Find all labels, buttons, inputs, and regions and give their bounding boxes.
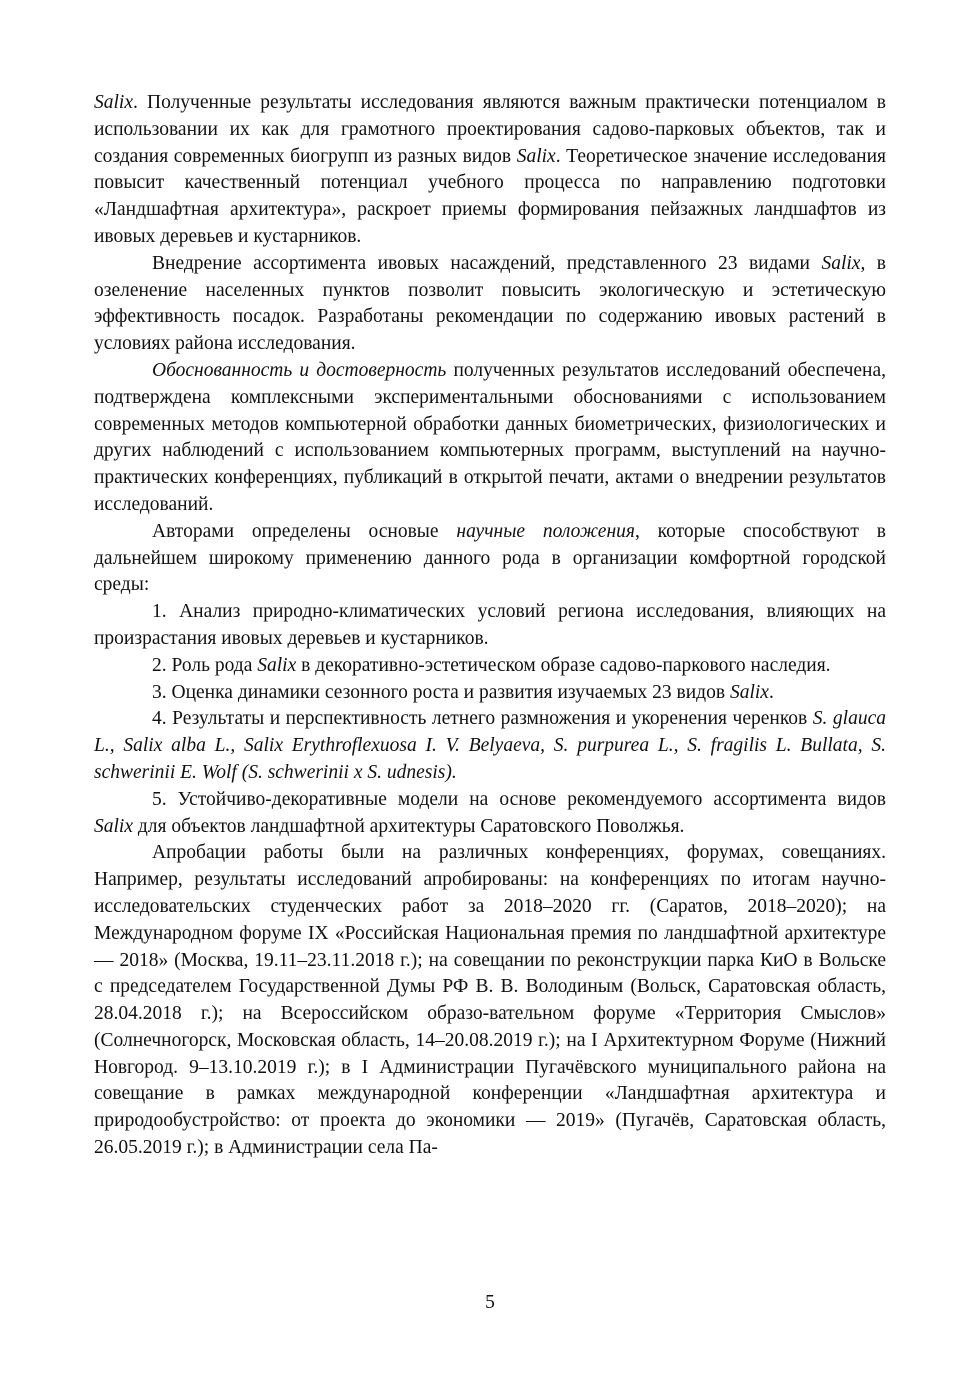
text-run: Salix	[516, 145, 556, 167]
text-run: Авторами определены основые	[152, 520, 457, 542]
page-body	[94, 90, 886, 1162]
list-item-3	[94, 680, 886, 707]
text-run: Salix	[821, 252, 861, 274]
text-run: 1. Анализ природно-климатических условий региона исследования, влияющих на произрастания ивовых деревьев и кустарников.	[94, 601, 886, 649]
list-item-1	[94, 599, 886, 653]
text-run: Salix	[94, 92, 133, 113]
text-run: Внедрение ассортимента ивовых насаждений, представленного 23 видами	[152, 252, 822, 274]
text-run: научные положения	[456, 520, 635, 542]
text-run: . Полученные результаты исследования являются важным практически потенциалом в использовании их как для грамотного проектирования садово-парковых объектов, так и создания современных биогрупп из разных видов	[94, 92, 886, 167]
paragraph-3	[94, 358, 886, 519]
text-run: Salix	[257, 654, 297, 676]
text-run: . Теоретическое значение исследования повысит качественный потенциал учебного процесса по направлению подготовки «Ландшафтная архитектура», раскроет приемы формирования пейзажных ландшафтов из ивовых деревьев и кустарников.	[94, 145, 886, 247]
text-run: для объектов ландшафтной архитектуры Саратовского Поволжья.	[133, 815, 685, 837]
page-number: 5	[485, 1292, 495, 1313]
text-run: 2. Роль рода	[152, 654, 258, 676]
text-run: Апробации работы были на различных конференциях, форумах, совещаниях. Например, результаты исследований апробированы: на конференциях по итогам научно-исследовательских студенческих работ за 2018–2020 гг. (Саратов, 2018–2020); на Международном форуме IX «Российская Национальная премия по ландшафтной архитектуре — 2018» (Москва, 19.11–23.11.2018 г.); на совещании по реконструкции парка КиО в Вольске с председателем Государственной Думы РФ В. В. Володиным (Вольск, Саратовская область, 28.04.2018 г.); на Всероссийском образо-вательном форуме «Территория Смыслов» (Солнечногорск, Московская область, 14–20.08.2019 г.); на I Архитектурном Форуме (Нижний Новгород. 9–13.10.2019 г.); в I Администрации Пугачёвского муниципального района на совещание в рамках международной конференции «Ландшафтная архитектура и природообустройство: от проекта до экономики — 2019» (Пугачёв, Саратовская область, 26.05.2019 г.); в Администрации села Па-	[94, 842, 886, 1159]
text-run: Salix	[729, 681, 769, 703]
list-item-2	[94, 653, 886, 680]
list-item-4	[94, 706, 886, 786]
text-run: S. glauca L., Salix alba L., Salix Erythroflexuosa I. V. Belyaeva, S. purpurea L., S. fragilis L. Bullata, S. schwerinii E. Wolf (S. schwerinii x S. udnesis).	[94, 708, 886, 783]
paragraph-1	[94, 90, 886, 251]
text-run: .	[768, 681, 774, 703]
text-run: 4. Результаты и перспективность летнего размножения и укоренения черенков	[152, 708, 813, 730]
text-run: 5. Устойчиво-декоративные модели на основе рекомендуемого ассортимента видов	[152, 788, 886, 810]
text-run: полученных результатов исследований обеспечена, подтверждена комплексными экспериментальными обоснованиями с использованием современных методов компьютерной обработки данных биометрических, физиологических и других наблюдений с использованием компьютерных программ, выступлений на научно-практических конференциях, публикаций в открытой печати, актами о внедрении результатов исследований.	[94, 359, 886, 515]
list-item-5	[94, 787, 886, 841]
text-run: 3. Оценка динамики сезонного роста и развития изучаемых 23 видов	[152, 681, 730, 703]
text-run: , в озеленение населенных пунктов позволит повысить экологическую и эстетическую эффективность посадок. Разработаны рекомендации по содержанию ивовых растений в условиях района исследования.	[94, 252, 886, 355]
text-run: в декоративно-эстетическом образе садово-паркового наследия.	[296, 654, 831, 676]
paragraph-2	[94, 251, 886, 358]
paragraph-4	[94, 519, 886, 599]
text-run: Salix	[94, 815, 133, 837]
text-run: , которые способствуют в дальнейшем широкому применению данного рода в организации комфортной городской среды:	[94, 520, 886, 596]
paragraph-approbation	[94, 840, 886, 1162]
text-run: Обоснованность и достоверность	[152, 359, 447, 381]
